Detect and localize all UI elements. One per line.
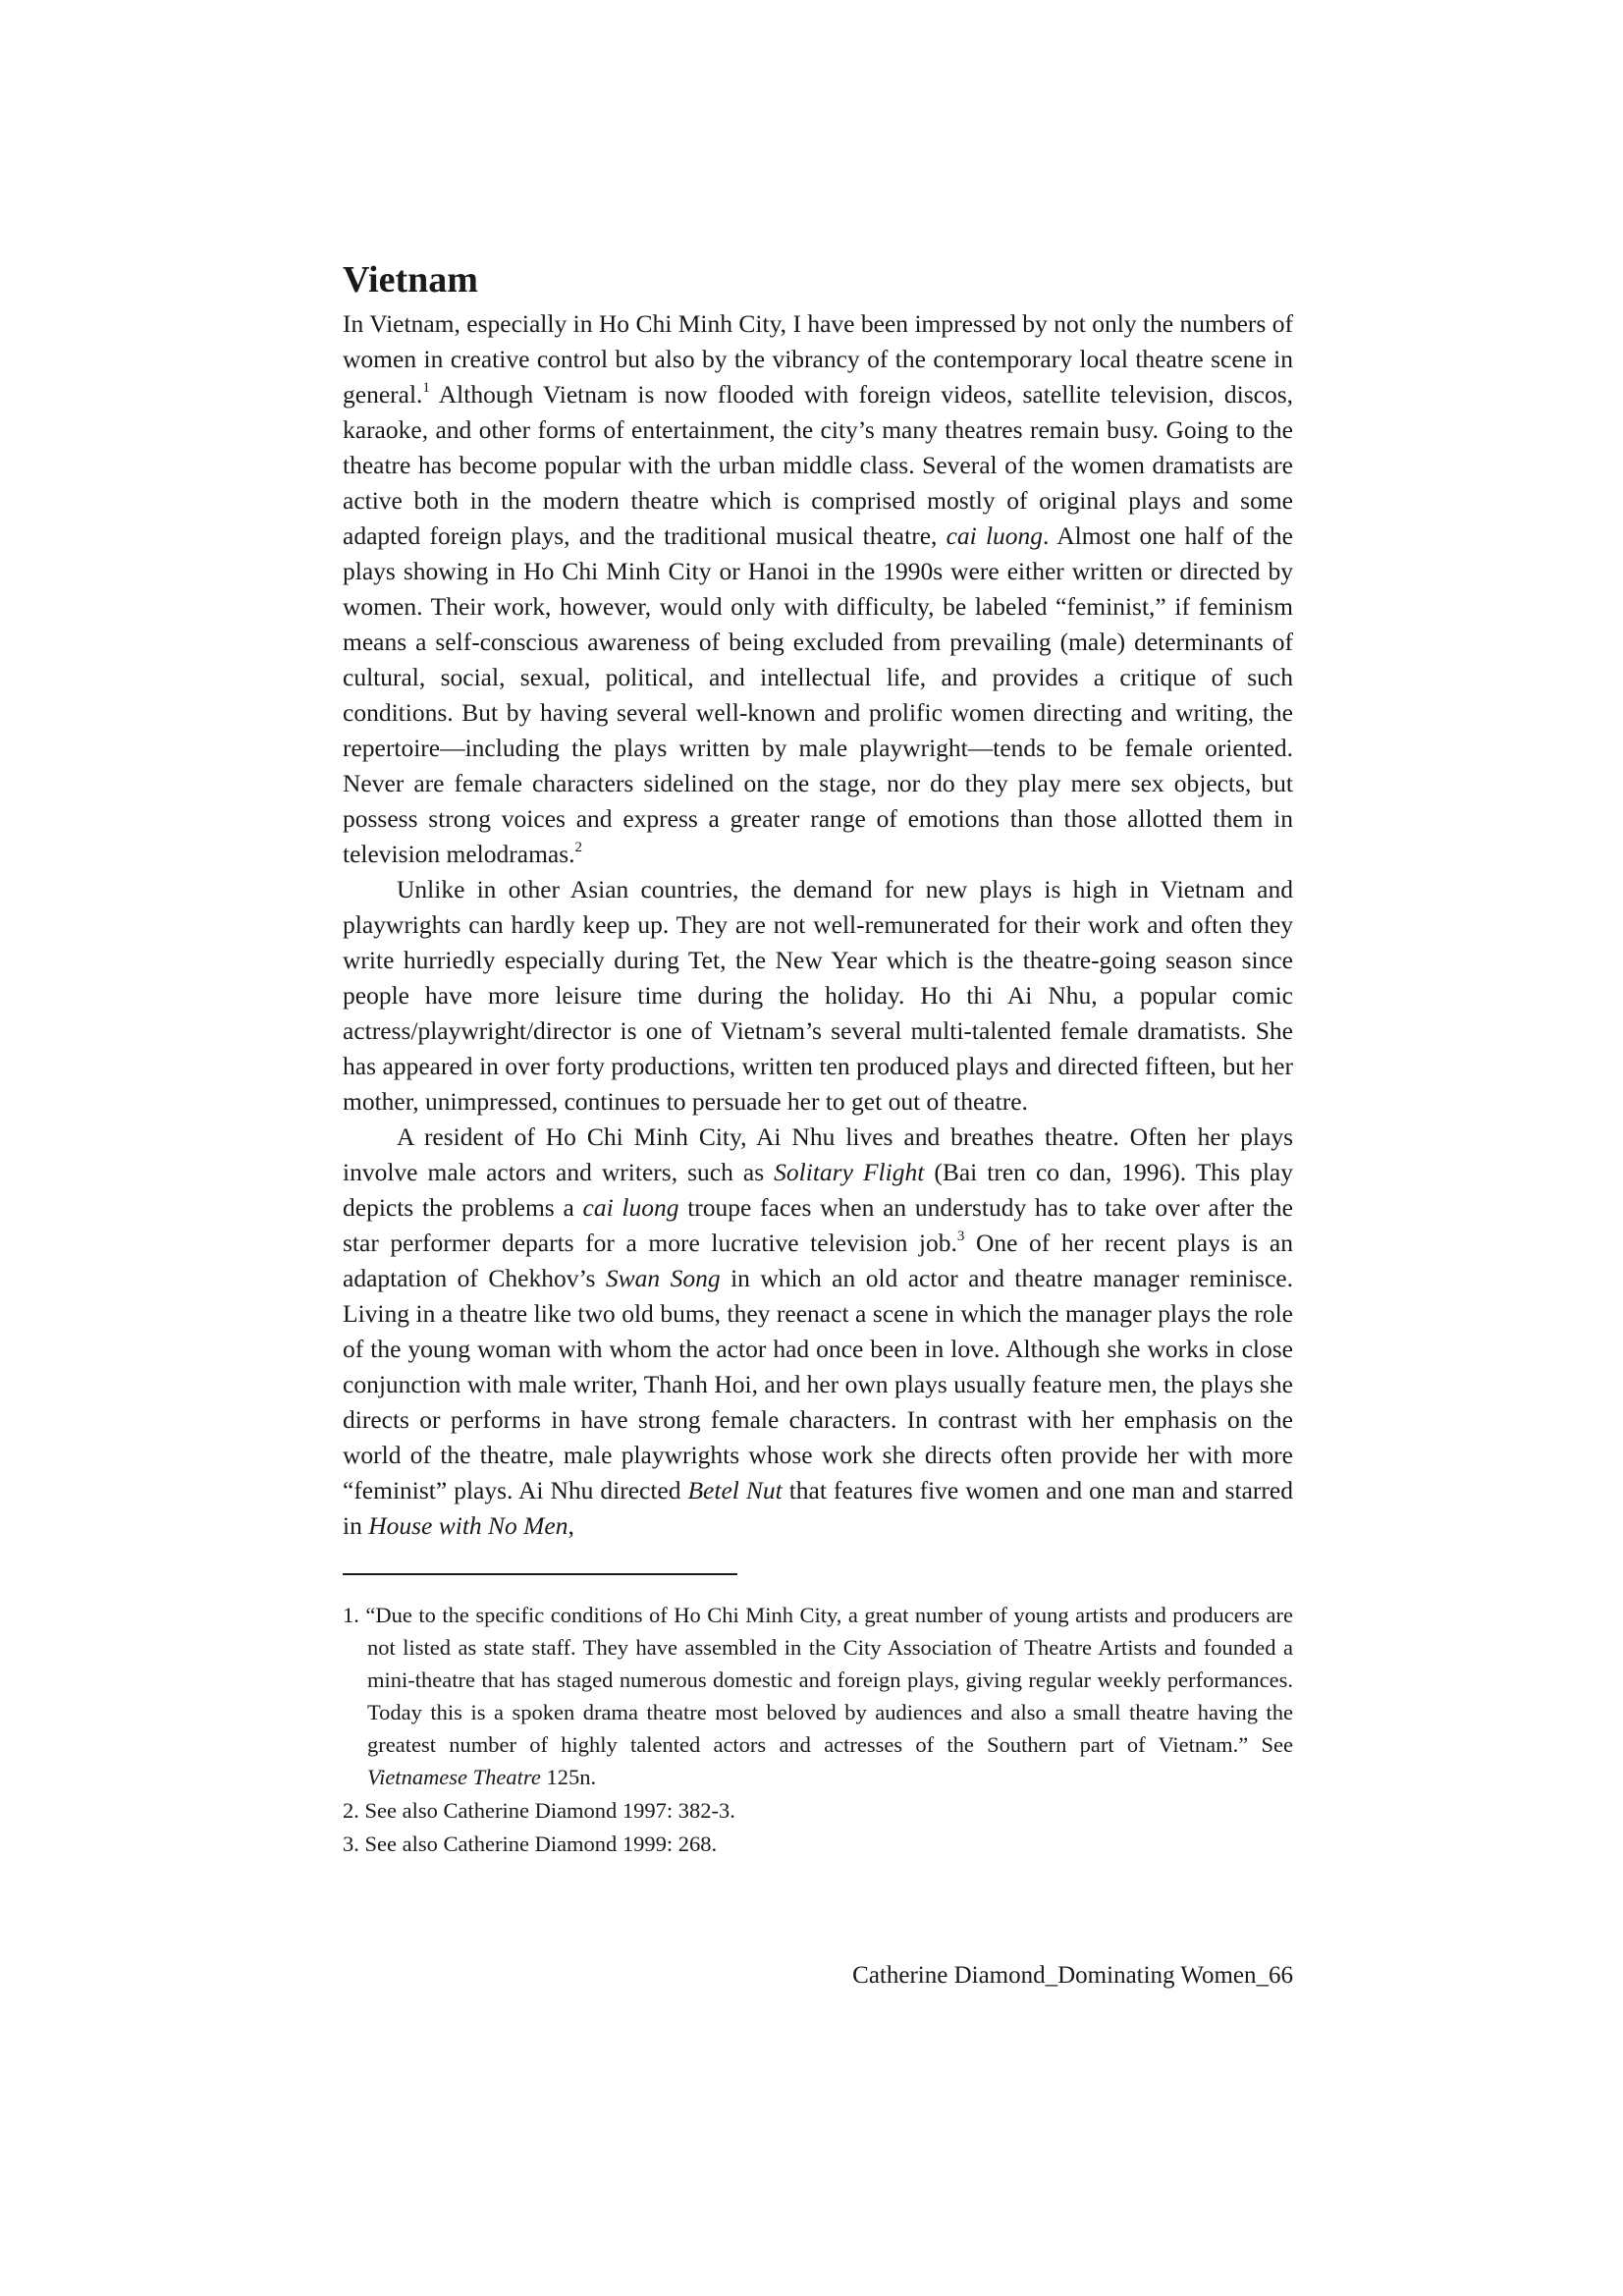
footnote-divider (343, 1573, 737, 1575)
p3-text-f: that features five women and one man and starred in (343, 1476, 1293, 1540)
footnote-3: 3. See also Catherine Diamond 1999: 268. (343, 1831, 718, 1856)
page-body (343, 257, 1293, 1861)
p3-italic-swan-song: Swan Song (605, 1264, 721, 1292)
p1-text-b: Although Vietnam is now flooded with foreign videos, satellite television, discos, karaoke, and other forms of entertainment, the city’s many theatres remain busy. Going to the theatre has become popular with the urban middle class. Several of the women dramatists are active both in the modern theatre which is comprised mostly of original plays and some adapted foreign plays, and the traditional musical theatre, (343, 380, 1293, 550)
paragraph-3 (343, 1120, 1293, 1544)
p1-italic-cai-luong: cai luong (946, 521, 1044, 550)
p3-italic-house-with-no-men: House with No Men (368, 1511, 568, 1540)
p3-text-d: One of her recent plays is an adaptation of Chekhov’s (343, 1229, 1294, 1292)
p3-text-e: in which an old actor and theatre manager reminisce. Living in a theatre like two old bums, they reenact a scene in which the manager plays the role of the young woman with whom the actor had once been in love. Although she works in close conjunction with male writer, Thanh Hoi, and her own plays usually feature men, the plays she directs or performs in have strong female characters. In contrast with her emphasis on the world of the theatre, male playwrights whose work she directs often provide her with more “feminist” plays. Ai Nhu directed (343, 1264, 1293, 1504)
p3-italic-betel-nut: Betel Nut (687, 1476, 783, 1504)
footnote-ref-3: 3 (956, 1229, 965, 1244)
p3-italic-cai-luong: cai luong (582, 1193, 679, 1222)
footnote-ref-2: 2 (574, 840, 583, 855)
paragraph-2: Unlike in other Asian countries, the demand for new plays is high in Vietnam and playwrights can hardly keep up. They are not well-remunerated for their work and often they write hurriedly especially during Tet, the New Year which is the theatre-going season since people have more leisure time during the holiday. Ho thi Ai Nhu, a popular comic actress/playwright/director is one of Vietnam’s several multi-talented female dramatists. She has appeared in over forty productions, written ten produced plays and directed fifteen, but her mother, unimpressed, continues to persuade her to get out of theatre. (343, 875, 1293, 1116)
p1-text-a: In Vietnam, especially in Ho Chi Minh City, I have been impressed by not only the numbers of women in creative control but also by the vibrancy of the contemporary local theatre scene in general. (343, 309, 1293, 409)
p3-text-b: (Bai tren co dan, 1996). This play depicts the problems a (343, 1158, 1294, 1222)
p3-italic-solitary-flight: Solitary Flight (774, 1158, 925, 1186)
footnote-1 (343, 1599, 1293, 1793)
p3-text-a: A resident of Ho Chi Minh City, Ai Nhu lives and breathes theatre. Often her plays involve male actors and writers, such as (343, 1122, 1293, 1186)
section-heading: Vietnam (343, 259, 478, 301)
footnote-1-italic: Vietnamese Theatre (367, 1765, 541, 1789)
p3-text-g: , (568, 1511, 574, 1540)
footnote-1-text-a: 1. “Due to the specific conditions of Ho Chi Minh City, a great number of young artists and producers are not listed as state staff. They have assembled in the City Association of Theatre Artists and founded a mini-theatre that has staged numerous domestic and foreign plays, giving regular weekly performances. Today this is a spoken drama theatre most beloved by audiences and also a small theatre having the greatest number of highly talented actors and actresses of the Southern part of Vietnam.” See (343, 1603, 1293, 1757)
footnote-1-text-b: 125n. (540, 1765, 597, 1789)
p1-text-c: . Almost one half of the plays showing in Ho Chi Minh City or Hanoi in the 1990s were either written or directed by women. Their work, however, would only with difficulty, be labeled “feminist,” if feminism means a self-conscious awareness of being excluded from prevailing (male) determinants of cultural, social, sexual, political, and intellectual life, and provides a critique of such conditions. But by having several well-known and prolific women directing and writing, the repertoire—including the plays written by male playwright—tends to be female oriented. Never are female characters sidelined on the stage, nor do they play mere sex objects, but possess strong voices and express a greater range of emotions than those allotted them in television melodramas. (343, 521, 1293, 868)
paragraph-1 (343, 306, 1293, 872)
footnote-ref-1: 1 (422, 380, 430, 396)
footnote-2: 2. See also Catherine Diamond 1997: 382-3. (343, 1798, 735, 1823)
p3-text-c: troupe faces when an understudy has to take over after the star performer departs for a more lucrative television job. (343, 1193, 1293, 1257)
page-footer: Catherine Diamond_Dominating Women_66 (852, 1962, 1293, 1989)
